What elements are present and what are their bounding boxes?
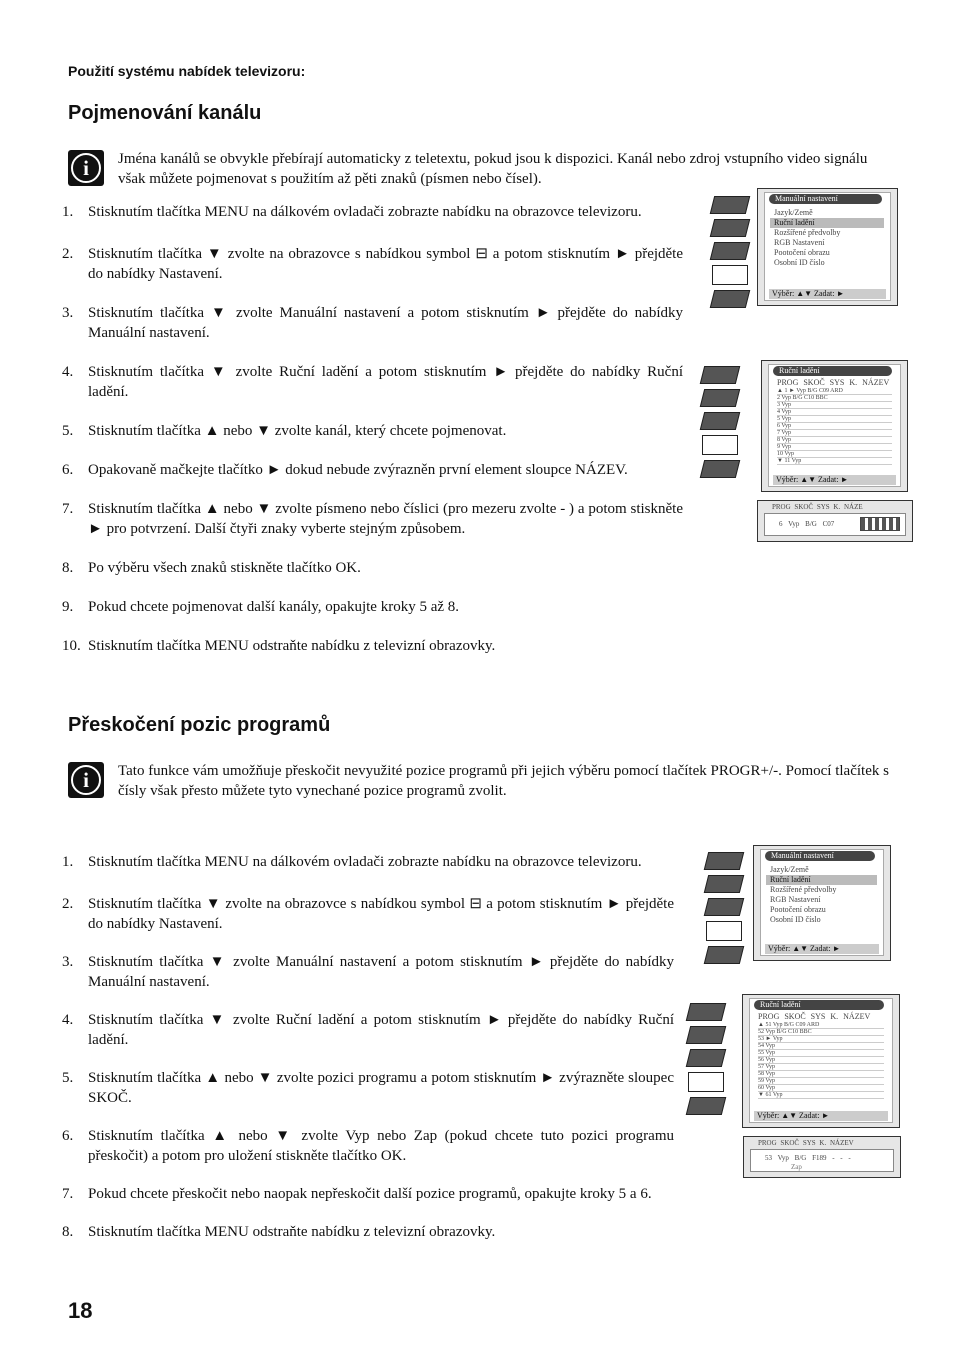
channel-row: 9 Vyp	[777, 444, 892, 451]
sound-tab-icon	[710, 219, 750, 237]
channel-row: 59 Vyp	[758, 1078, 884, 1085]
menu-footer: Výběr: ▲▼ Zadat: ►	[765, 944, 879, 954]
step-item	[62, 558, 683, 578]
menu-item-selected: Ruční ladění	[770, 218, 884, 228]
step-number: 7.	[62, 1186, 74, 1202]
step-text: Stisknutím tlačítka ▼ zvolte Ruční ladění a potom stisknutím ► přejděte do nabídky Ruční ladění.	[88, 364, 683, 400]
menu-item-selected: Ruční ladění	[766, 875, 877, 885]
menu-tabs	[706, 852, 746, 969]
step-number: 4.	[62, 364, 74, 380]
channel-row: 54 Vyp	[758, 1043, 884, 1050]
menu-item: Jazyk/Země	[770, 865, 809, 874]
channel-rows	[777, 388, 892, 465]
skip-edit-strip	[743, 1136, 901, 1178]
step-text: Po výběru všech znaků stiskněte tlačítko OK.	[88, 560, 361, 576]
strip-row: 6 Vyp B/G C07	[779, 520, 835, 528]
menu-item: Rozšířené předvolby	[770, 885, 837, 894]
step-item	[62, 421, 683, 441]
step-item	[62, 1126, 674, 1166]
features-tab-icon	[700, 412, 740, 430]
step-item	[62, 362, 683, 402]
step-text: Stisknutím tlačítka MENU odstraňte nabídku z televizní obrazovky.	[88, 1224, 496, 1240]
menu-title: Ruční ladění	[773, 366, 892, 376]
step-number: 3.	[62, 305, 74, 321]
channel-row: 5 Vyp	[777, 416, 892, 423]
step-item	[62, 1184, 674, 1204]
menu-tabs	[712, 196, 752, 313]
picture-tab-icon	[704, 852, 744, 870]
step-number: 2.	[62, 246, 74, 262]
strip-row: 53 Vyp B/G F189 - - -	[765, 1154, 851, 1162]
menu-tabs	[688, 1003, 728, 1120]
menu-item: Rozšířené předvolby	[774, 228, 841, 237]
features-tab-icon	[710, 242, 750, 260]
step-number: 5.	[62, 423, 74, 439]
menu-tabs	[702, 366, 742, 483]
features-tab-icon	[686, 1049, 726, 1067]
channel-row: 58 Vyp	[758, 1071, 884, 1078]
channel-row: 57 Vyp	[758, 1064, 884, 1071]
page-number: 18	[68, 1298, 93, 1323]
sound-tab-icon	[700, 389, 740, 407]
menu-item: Pootočení obrazu	[774, 248, 830, 257]
strip-alt-option: Zap	[791, 1163, 802, 1171]
channel-row: 55 Vyp	[758, 1050, 884, 1057]
channel-row: ▲ 1 ► Vyp B/G C09 ARD	[777, 388, 892, 395]
step-item	[62, 1010, 674, 1050]
channel-row: 2 Vyp B/G C10 BBC	[777, 395, 892, 402]
strip-column-headers: PROG SKOČ SYS K. NÁZEV	[758, 1139, 854, 1147]
step-text: Pokud chcete pojmenovat další kanály, opakujte kroky 5 až 8.	[88, 599, 460, 615]
step-text: Stisknutím tlačítka ▲ nebo ▼ zvolte písmeno nebo číslici (pro mezeru zvolte - ) a potom stiskněte ► pro potvrzení. Další čtyři znaky vyberte stejným způsobem.	[88, 501, 683, 537]
step-text: Stisknutím tlačítka MENU na dálkovém ovladači zobrazte nabídku na obrazovce televizoru.	[88, 854, 642, 870]
step-text: Stisknutím tlačítka ▼ zvolte Manuální nastavení a potom stisknutím ► přejděte do nabídky Manuální nastavení.	[88, 954, 674, 990]
manual-tuning-menu	[742, 994, 900, 1128]
step-text: Stisknutím tlačítka ▼ zvolte Manuální nastavení a potom stisknutím ► přejděte do nabídky Manuální nastavení.	[88, 305, 683, 341]
step-item	[62, 303, 683, 343]
menu-item: Jazyk/Země	[774, 208, 813, 217]
menu-footer: Výběr: ▲▼ Zadat: ►	[769, 289, 886, 299]
step-number: 7.	[62, 501, 74, 517]
manual-tuning-menu	[761, 360, 908, 492]
menu-item: Osobní ID číslo	[774, 258, 825, 267]
step-number: 8.	[62, 560, 74, 576]
step-number: 1.	[62, 204, 74, 220]
setup-tab-icon	[712, 265, 748, 285]
step-number: 6.	[62, 1128, 74, 1144]
picture-tab-icon	[710, 196, 750, 214]
step-text: Stisknutím tlačítka ▲ nebo ▼ zvolte kanál, který chcete pojmenovat.	[88, 423, 507, 439]
step-item	[62, 460, 683, 480]
manual-settings-menu	[753, 845, 891, 961]
name-character-boxes	[860, 517, 900, 531]
channel-row: 3 Vyp	[777, 402, 892, 409]
channel-row: 52 Vyp B/G C10 BBC	[758, 1029, 884, 1036]
column-headers: PROG SKOČ SYS K. NÁZEV	[758, 1012, 871, 1021]
step-item	[62, 952, 674, 992]
channel-row: 10 Vyp	[777, 451, 892, 458]
sound-tab-icon	[704, 875, 744, 893]
step-number: 2.	[62, 896, 74, 912]
picture-tab-icon	[686, 1003, 726, 1021]
section-kicker: Použití systému nabídek televizoru:	[68, 63, 306, 79]
step-number: 8.	[62, 1224, 74, 1240]
channel-row: 53 ► Vyp	[758, 1036, 884, 1043]
step-text: Opakovaně mačkejte tlačítko ► dokud nebude zvýrazněn první element sloupce NÁZEV.	[88, 462, 628, 478]
step-item	[62, 202, 683, 222]
step-number: 3.	[62, 954, 74, 970]
channel-row: ▲ 51 Vyp B/G C09 ARD	[758, 1022, 884, 1029]
preset-tab-icon	[686, 1097, 726, 1115]
features-tab-icon	[704, 898, 744, 916]
info-note: Tato funkce vám umožňuje přeskočit nevyužité pozice programů při jejich výběru pomocí tlačítek PROGR+/-. Pomocí tlačítek s čísly však přesto můžete tyto vynechané pozice programů zvolit.	[118, 763, 889, 799]
info-note: Jména kanálů se obvykle přebírají automaticky z teletextu, pokud jsou k dispozici. Kanál nebo zdroj vstupního video signálu však můžete pojmenovat s použitím až pěti znaků (písmen nebo čísel).	[118, 151, 868, 187]
name-edit-strip	[757, 500, 913, 542]
manual-settings-menu	[757, 188, 898, 306]
step-item	[62, 499, 683, 539]
channel-row: 6 Vyp	[777, 423, 892, 430]
channel-row: 60 Vyp	[758, 1085, 884, 1092]
sound-tab-icon	[686, 1026, 726, 1044]
menu-title: Manuální nastavení	[769, 194, 882, 204]
step-item	[62, 1068, 674, 1108]
channel-row: 56 Vyp	[758, 1057, 884, 1064]
step-item	[62, 636, 683, 656]
preset-tab-icon	[704, 946, 744, 964]
step-item	[62, 597, 683, 617]
step-text: Stisknutím tlačítka MENU na dálkovém ovladači zobrazte nabídku na obrazovce televizoru.	[88, 204, 642, 220]
column-headers: PROG SKOČ SYS K. NÁZEV	[777, 378, 890, 387]
info-icon: i	[68, 762, 104, 798]
menu-item: Osobní ID číslo	[770, 915, 821, 924]
preset-tab-icon	[700, 460, 740, 478]
setup-tab-icon	[702, 435, 738, 455]
strip-column-headers: PROG SKOČ SYS K. NÁZE	[772, 503, 863, 511]
step-text: Stisknutím tlačítka MENU odstraňte nabídku z televizní obrazovky.	[88, 638, 496, 654]
menu-footer: Výběr: ▲▼ Zadat: ►	[754, 1111, 888, 1121]
section-title-naming: Pojmenování kanálu	[68, 102, 262, 124]
setup-tab-icon	[688, 1072, 724, 1092]
setup-tab-icon	[706, 921, 742, 941]
step-text: Stisknutím tlačítka ▲ nebo ▼ zvolte Vyp nebo Zap (pokud chcete tuto pozici programu přeskočit) a potom pro uložení stiskněte tlačítko OK.	[88, 1128, 674, 1164]
channel-row: 7 Vyp	[777, 430, 892, 437]
channel-row: ▼ 61 Vyp	[758, 1092, 884, 1099]
step-number: 5.	[62, 1070, 74, 1086]
step-number: 6.	[62, 462, 74, 478]
step-number: 9.	[62, 599, 74, 615]
channel-rows	[758, 1022, 884, 1099]
channel-row: 8 Vyp	[777, 437, 892, 444]
step-number: 10.	[62, 638, 81, 654]
menu-item: RGB Nastavení	[770, 895, 821, 904]
step-item	[62, 1222, 674, 1242]
step-text: Stisknutím tlačítka ▲ nebo ▼ zvolte pozici programu a potom stisknutím ► zvýrazněte sloupec SKOČ.	[88, 1070, 674, 1106]
menu-title: Manuální nastavení	[765, 851, 875, 861]
steps-list-skip	[62, 852, 674, 1242]
channel-row: ▼ 11 Vyp	[777, 458, 892, 465]
channel-row: 4 Vyp	[777, 409, 892, 416]
step-text: Stisknutím tlačítka ▼ zvolte Ruční ladění a potom stisknutím ► přejděte do nabídky Ruční ladění.	[88, 1012, 674, 1048]
menu-title: Ruční ladění	[754, 1000, 884, 1010]
steps-list-naming	[62, 202, 683, 656]
preset-tab-icon	[710, 290, 750, 308]
menu-item: Pootočení obrazu	[770, 905, 826, 914]
step-item	[62, 244, 683, 284]
menu-footer: Výběr: ▲▼ Zadat: ►	[773, 475, 896, 485]
step-number: 4.	[62, 1012, 74, 1028]
menu-item: RGB Nastavení	[774, 238, 825, 247]
step-text: Stisknutím tlačítka ▼ zvolte na obrazovce s nabídkou symbol ⊟ a potom stisknutím ► přejděte do nabídky Nastavení.	[88, 246, 683, 282]
step-item	[62, 852, 674, 872]
step-item	[62, 894, 674, 934]
step-text: Stisknutím tlačítka ▼ zvolte na obrazovce s nabídkou symbol ⊟ a potom stisknutím ► přejděte do nabídky Nastavení.	[88, 896, 674, 932]
info-icon: i	[68, 150, 104, 186]
picture-tab-icon	[700, 366, 740, 384]
section-title-skip: Přeskočení pozic programů	[68, 714, 331, 736]
step-text: Pokud chcete přeskočit nebo naopak nepřeskočit další pozice programů, opakujte kroky 5 a 6.	[88, 1186, 652, 1202]
step-number: 1.	[62, 854, 74, 870]
